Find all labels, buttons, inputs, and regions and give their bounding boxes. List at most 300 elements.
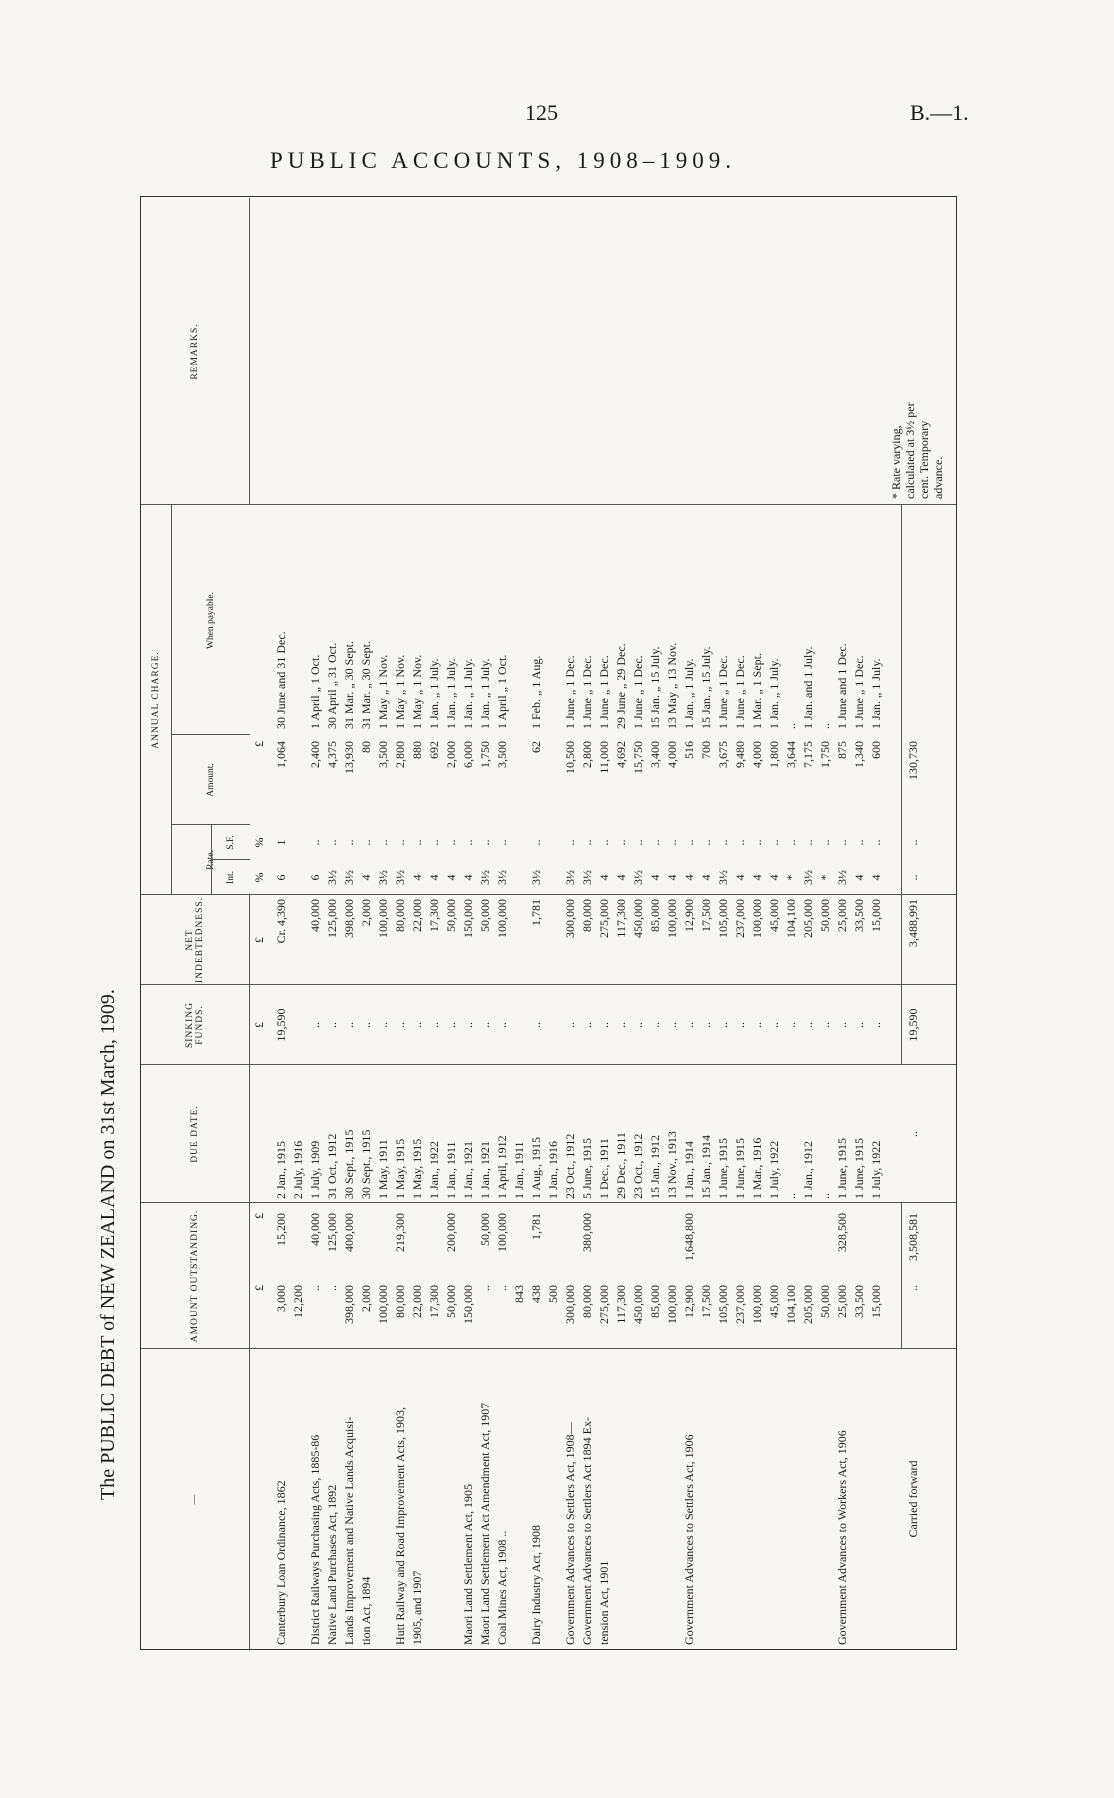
percent-sign: % (252, 837, 266, 848)
head-description: — (141, 1349, 250, 1649)
row-amount: 100,000 (665, 1285, 679, 1324)
row-net-indebtedness: 450,000 (631, 899, 645, 938)
row-subtotal: 328,500 (835, 1213, 849, 1252)
row-sinking-fund: .. (359, 1022, 373, 1028)
row-due-date: 5 June, 1915 (580, 1138, 594, 1199)
row-sinking-rate: 1 (274, 839, 288, 846)
row-when-payable: 1 June „ 1 Dec. (716, 655, 730, 729)
row-due-date: 1 Jan., 1914 (682, 1141, 696, 1199)
row-sinking-rate: .. (750, 839, 764, 846)
row-due-date: 31 Oct., 1912 (325, 1133, 339, 1199)
row-charge-amount: 3,644 (784, 741, 798, 768)
row-sinking-rate: .. (818, 839, 832, 846)
debt-table (141, 197, 956, 1649)
row-interest-rate: 4 (852, 874, 866, 881)
body-description (249, 1349, 956, 1649)
row-amount: 843 (512, 1285, 526, 1303)
row-sinking-fund: .. (495, 1022, 509, 1028)
row-description: Hutt Railway and Road Improvement Acts, 1903, (393, 1407, 407, 1645)
row-when-payable: 1 June „ 1 Dec. (852, 655, 866, 729)
row-interest-rate: 6 (274, 874, 288, 881)
row-interest-rate: 3½ (393, 870, 407, 885)
row-when-payable: 1 May „ 1 Nov. (393, 654, 407, 729)
row-due-date: 1 July, 1922 (767, 1140, 781, 1199)
row-sinking-fund: .. (852, 1022, 866, 1028)
total-sinking-rate: .. (906, 839, 920, 846)
row-charge-amount: 11,000 (597, 741, 611, 774)
row-net-indebtedness: 80,000 (393, 899, 407, 932)
row-amount: 17,500 (699, 1285, 713, 1318)
row-charge-amount: 1,750 (818, 741, 832, 768)
row-amount: 12,200 (291, 1285, 305, 1318)
row-sinking-fund: 19,590 (274, 1008, 288, 1042)
row-subtotal: 125,000 (325, 1213, 339, 1252)
row-sinking-fund: .. (393, 1022, 407, 1028)
table-title: The PUBLIC DEBT of NEW ZEALAND on 31st March, 1909. (97, 989, 119, 1500)
row-amount: 100,000 (750, 1285, 764, 1324)
row-due-date: .. (818, 1193, 832, 1199)
row-charge-amount: 3,400 (648, 741, 662, 768)
row-sinking-rate: .. (733, 839, 747, 846)
total-interest-rate: .. (906, 874, 920, 881)
row-net-indebtedness: 50,000 (818, 899, 832, 932)
row-sinking-rate: .. (495, 839, 509, 846)
row-due-date: 1 May, 1915 (410, 1138, 424, 1199)
row-amount: 398,000 (342, 1285, 356, 1324)
row-sinking-rate: .. (393, 839, 407, 846)
document-reference: B.—1. (910, 100, 969, 125)
row-amount: 237,000 (733, 1285, 747, 1324)
total-label: Carried forward (906, 1460, 920, 1538)
row-interest-rate: 3½ (835, 870, 849, 885)
row-due-date: 23 Oct., 1912 (631, 1133, 645, 1199)
row-amount: 500 (546, 1285, 560, 1303)
row-net-indebtedness: Cr. 4,390 (274, 899, 288, 944)
total-amount: .. (906, 1285, 920, 1291)
row-charge-amount: 1,750 (478, 741, 492, 768)
row-sinking-rate: .. (716, 839, 730, 846)
row-due-date: 1 June, 1915 (852, 1138, 866, 1199)
row-sinking-fund: .. (529, 1022, 543, 1028)
row-description: District Railways Purchasing Acts, 1885-86 (308, 1434, 322, 1645)
pound-sign: £ (252, 1285, 266, 1291)
row-amount: 45,000 (767, 1285, 781, 1318)
row-when-payable: 1 Jan. „ 1 July. (682, 658, 696, 729)
row-due-date: 1 Jan., 1912 (801, 1141, 815, 1199)
body-sinking-funds (249, 985, 956, 1065)
row-charge-amount: 7,175 (801, 741, 815, 768)
row-when-payable: .. (818, 723, 832, 729)
row-description: tension Act, 1901 (597, 1560, 611, 1645)
row-net-indebtedness: 1,781 (529, 899, 543, 926)
row-amount: 150,000 (461, 1285, 475, 1324)
row-when-payable: .. (784, 723, 798, 729)
row-when-payable: 1 Jan. „ 1 July. (444, 658, 458, 729)
row-interest-rate: 4 (444, 874, 458, 881)
row-sinking-rate: .. (682, 839, 696, 846)
row-sinking-rate: .. (835, 839, 849, 846)
row-net-indebtedness: 100,000 (495, 899, 509, 938)
row-interest-rate: 4 (461, 874, 475, 881)
page-heading: PUBLIC ACCOUNTS, 1908–1909. (270, 148, 736, 173)
row-due-date: 30 Sept., 1915 (359, 1129, 373, 1199)
row-charge-amount: 13,930 (342, 741, 356, 774)
row-interest-rate: 3½ (563, 870, 577, 885)
row-due-date: 1 Aug., 1915 (529, 1136, 543, 1199)
row-when-payable: 31 Mar. „ 30 Sept. (359, 641, 373, 729)
row-interest-rate: 4 (597, 874, 611, 881)
row-charge-amount: 62 (529, 741, 543, 753)
row-charge-amount: 516 (682, 741, 696, 759)
row-sinking-fund: .. (308, 1022, 322, 1028)
row-when-payable: 1 April „ 1 Oct. (308, 654, 322, 729)
row-net-indebtedness: 15,000 (869, 899, 883, 932)
row-net-indebtedness: 100,000 (376, 899, 390, 938)
row-amount: 205,000 (801, 1285, 815, 1324)
row-interest-rate: 4 (733, 874, 747, 881)
row-interest-rate: 3½ (580, 870, 594, 885)
row-due-date: 1 April, 1912 (495, 1135, 509, 1199)
row-interest-rate: 4 (410, 874, 424, 881)
row-charge-amount: 15,750 (631, 741, 645, 774)
row-amount: 3,000 (274, 1285, 288, 1312)
row-sinking-rate: .. (478, 839, 492, 846)
row-due-date: 15 Jan., 1912 (648, 1135, 662, 1199)
row-when-payable: 30 June and 31 Dec. (274, 631, 288, 729)
row-when-payable: 1 Jan. „ 1 July. (478, 658, 492, 729)
row-sinking-fund: .. (750, 1022, 764, 1028)
row-interest-rate: 3½ (801, 870, 815, 885)
row-charge-amount: 3,675 (716, 741, 730, 768)
row-description: Government Advances to Settlers Act, 1908— (563, 1422, 577, 1645)
pound-sign: £ (252, 1213, 266, 1219)
row-due-date: 1 Jan., 1911 (512, 1141, 526, 1199)
row-subtotal: 400,000 (342, 1213, 356, 1252)
total-due-date: .. (906, 1131, 920, 1137)
row-sinking-fund: .. (614, 1022, 628, 1028)
row-description: Lands Improvement and Native Lands Acquisi- (342, 1416, 356, 1645)
row-amount: 275,000 (597, 1285, 611, 1324)
total-rule (901, 895, 902, 985)
row-sinking-fund: .. (376, 1022, 390, 1028)
row-interest-rate: 4 (359, 874, 373, 881)
row-interest-rate: 4 (699, 874, 713, 881)
head-sf: S.F. (211, 824, 250, 860)
row-interest-rate: 4 (665, 874, 679, 881)
row-due-date: 1 Jan., 1911 (444, 1141, 458, 1199)
row-due-date: 1 June, 1915 (733, 1138, 747, 1199)
row-net-indebtedness: 12,900 (682, 899, 696, 932)
body-outstanding (249, 1203, 956, 1349)
row-due-date: 2 Jan., 1915 (274, 1141, 288, 1199)
head-outstanding: AMOUNT OUTSTANDING. (141, 1203, 250, 1349)
row-sinking-rate: .. (784, 839, 798, 846)
row-sinking-rate: .. (359, 839, 373, 846)
row-charge-amount: 1,340 (852, 741, 866, 768)
row-amount: .. (308, 1285, 322, 1291)
row-interest-rate: 4 (648, 874, 662, 881)
row-due-date: 1 Jan., 1921 (461, 1141, 475, 1199)
row-sinking-rate: .. (665, 839, 679, 846)
row-charge-amount: 2,400 (308, 741, 322, 768)
row-sinking-rate: .. (648, 839, 662, 846)
row-sinking-rate: .. (614, 839, 628, 846)
row-amount: 300,000 (563, 1285, 577, 1324)
row-sinking-fund: .. (444, 1022, 458, 1028)
row-net-indebtedness: 17,500 (699, 899, 713, 932)
row-due-date: 1 Jan., 1916 (546, 1141, 560, 1199)
row-interest-rate: 3½ (529, 870, 543, 885)
row-amount: 85,000 (648, 1285, 662, 1318)
row-amount: 438 (529, 1285, 543, 1303)
row-sinking-fund: .. (767, 1022, 781, 1028)
row-amount: 17,300 (427, 1285, 441, 1318)
row-sinking-rate: .. (461, 839, 475, 846)
row-sinking-fund: .. (410, 1022, 424, 1028)
row-amount: 80,000 (393, 1285, 407, 1318)
row-charge-amount: 2,800 (580, 741, 594, 768)
row-net-indebtedness: 33,500 (852, 899, 866, 932)
row-due-date: .. (784, 1193, 798, 1199)
row-due-date: 15 Jan., 1914 (699, 1135, 713, 1199)
row-description: Government Advances to Workers Act, 1906 (835, 1430, 849, 1645)
row-due-date: 13 Nov., 1913 (665, 1131, 679, 1199)
row-interest-rate: 3½ (631, 870, 645, 885)
row-description: 1905, and 1907 (410, 1570, 424, 1645)
row-due-date: 1 Dec., 1911 (597, 1138, 611, 1199)
row-amount: 50,000 (818, 1285, 832, 1318)
row-when-payable: 1 June „ 1 Dec. (631, 655, 645, 729)
row-amount: 105,000 (716, 1285, 730, 1324)
row-charge-amount: 1,800 (767, 741, 781, 768)
row-amount: 117,300 (614, 1285, 628, 1324)
row-interest-rate: 4 (427, 874, 441, 881)
row-due-date: 30 Sept., 1915 (342, 1129, 356, 1199)
row-subtotal: 15,200 (274, 1213, 288, 1246)
row-description: Canterbury Loan Ordinance, 1862 (274, 1480, 288, 1645)
row-net-indebtedness: 125,000 (325, 899, 339, 938)
row-sinking-rate: .. (308, 839, 322, 846)
row-sinking-fund: .. (682, 1022, 696, 1028)
row-description: Maori Land Settlement Act, 1905 (461, 1484, 475, 1645)
row-sinking-rate: .. (444, 839, 458, 846)
row-net-indebtedness: 2,000 (359, 899, 373, 926)
total-rule (901, 985, 902, 1065)
row-charge-amount: 80 (359, 741, 373, 753)
row-sinking-rate: .. (801, 839, 815, 846)
row-charge-amount: 880 (410, 741, 424, 759)
row-interest-rate: 3½ (325, 870, 339, 885)
row-sinking-fund: .. (699, 1022, 713, 1028)
row-sinking-rate: .. (410, 839, 424, 846)
row-description: Coal Mines Act, 1908 .. (495, 1530, 509, 1645)
row-sinking-fund: .. (716, 1022, 730, 1028)
row-amount: .. (325, 1285, 339, 1291)
total-outstanding: 3,508,581 (906, 1213, 920, 1261)
row-when-payable: 1 April „ 1 Oct. (495, 654, 509, 729)
row-interest-rate: 3½ (495, 870, 509, 885)
row-net-indebtedness: 104,100 (784, 899, 798, 938)
pound-sign: £ (252, 741, 266, 747)
row-sinking-rate: .. (699, 839, 713, 846)
row-sinking-fund: .. (733, 1022, 747, 1028)
row-subtotal: 219,300 (393, 1213, 407, 1252)
row-net-indebtedness: 300,000 (563, 899, 577, 938)
row-sinking-rate: .. (631, 839, 645, 846)
row-charge-amount: 10,500 (563, 741, 577, 774)
row-sinking-fund: .. (631, 1022, 645, 1028)
head-amount: Amount. (171, 734, 250, 825)
row-when-payable: 1 May „ 1 Nov. (376, 654, 390, 729)
row-interest-rate: 3½ (342, 870, 356, 885)
row-sinking-rate: .. (563, 839, 577, 846)
row-sinking-rate: .. (427, 839, 441, 846)
row-when-payable: 1 Jan. and 1 July. (801, 646, 815, 729)
row-when-payable: 1 June „ 1 Dec. (580, 655, 594, 729)
row-charge-amount: 700 (699, 741, 713, 759)
row-net-indebtedness: 22,000 (410, 899, 424, 932)
row-sinking-fund: .. (427, 1022, 441, 1028)
body-annual-charge (249, 505, 956, 895)
row-due-date: 1 June, 1915 (716, 1138, 730, 1199)
body-due-date (249, 1065, 956, 1203)
debt-table-frame (140, 196, 957, 1650)
row-net-indebtedness: 85,000 (648, 899, 662, 932)
row-when-payable: 31 Mar. „ 30 Sept. (342, 641, 356, 729)
row-sinking-fund: .. (563, 1022, 577, 1028)
row-net-indebtedness: 398,000 (342, 899, 356, 938)
percent-sign: % (252, 872, 266, 883)
row-description: Maori Land Settlement Act Amendment Act, 1907 (478, 1402, 492, 1645)
row-net-indebtedness: 275,000 (597, 899, 611, 938)
row-when-payable: 1 May „ 1 Nov. (410, 654, 424, 729)
row-net-indebtedness: 150,000 (461, 899, 475, 938)
col-description (141, 1348, 956, 1649)
row-description: Native Land Purchases Act, 1892 (325, 1484, 339, 1645)
row-subtotal: 200,000 (444, 1213, 458, 1252)
row-due-date: 1 May, 1915 (393, 1138, 407, 1199)
row-due-date: 1 July, 1909 (308, 1140, 322, 1199)
row-due-date: 1 Mar., 1916 (750, 1137, 764, 1199)
row-net-indebtedness: 40,000 (308, 899, 322, 932)
row-interest-rate: 4 (614, 874, 628, 881)
total-sinking-funds: 19,590 (906, 1008, 920, 1042)
row-net-indebtedness: 237,000 (733, 899, 747, 938)
row-interest-rate: 6 (308, 874, 322, 881)
row-sinking-fund: .. (461, 1022, 475, 1028)
row-sinking-rate: .. (376, 839, 390, 846)
total-net-indebtedness: 3,488,991 (906, 899, 920, 947)
row-amount: 100,000 (376, 1285, 390, 1324)
row-interest-rate: 4 (767, 874, 781, 881)
row-sinking-rate: .. (852, 839, 866, 846)
head-remarks: REMARKS. (141, 198, 250, 505)
row-charge-amount: 1,064 (274, 741, 288, 768)
row-charge-amount: 875 (835, 741, 849, 759)
row-subtotal: 100,000 (495, 1213, 509, 1252)
row-description: Dairy Industry Act, 1908 (529, 1525, 543, 1645)
row-amount: 15,000 (869, 1285, 883, 1318)
row-interest-rate: 4 (869, 874, 883, 881)
total-rule (901, 505, 902, 895)
row-amount: .. (478, 1285, 492, 1291)
row-sinking-fund: .. (835, 1022, 849, 1028)
row-charge-amount: 9,480 (733, 741, 747, 768)
row-sinking-fund: .. (784, 1022, 798, 1028)
row-charge-amount: 6,000 (461, 741, 475, 768)
row-due-date: 29 Dec., 1911 (614, 1132, 628, 1199)
row-due-date: 1 Jan., 1922 (427, 1141, 441, 1199)
total-annual-charge: 130,730 (906, 741, 920, 780)
row-net-indebtedness: 80,000 (580, 899, 594, 932)
row-net-indebtedness: 25,000 (835, 899, 849, 932)
row-net-indebtedness: 117,300 (614, 899, 628, 938)
row-due-date: 1 Jan., 1921 (478, 1141, 492, 1199)
row-sinking-fund: .. (648, 1022, 662, 1028)
row-charge-amount: 2,800 (393, 741, 407, 768)
col-annual-charge (141, 504, 956, 895)
row-due-date: 23 Oct., 1912 (563, 1133, 577, 1199)
row-amount: 80,000 (580, 1285, 594, 1318)
head-net-indebtedness: NET INDEBTEDNESS. (141, 895, 250, 985)
row-subtotal: 1,648,800 (682, 1213, 696, 1261)
row-sinking-fund: .. (342, 1022, 356, 1028)
row-when-payable: 1 Jan. „ 1 July. (427, 658, 441, 729)
row-sinking-rate: .. (325, 839, 339, 846)
row-sinking-fund: .. (580, 1022, 594, 1028)
row-due-date: 1 May, 1911 (376, 1139, 390, 1199)
row-net-indebtedness: 17,300 (427, 899, 441, 932)
row-amount: 450,000 (631, 1285, 645, 1324)
row-interest-rate: 4 (682, 874, 696, 881)
row-due-date: 2 July, 1916 (291, 1140, 305, 1199)
row-when-payable: 15 Jan. „ 15 July. (648, 646, 662, 729)
row-charge-amount: 692 (427, 741, 441, 759)
row-description: Government Advances to Settlers Act, 1906 (682, 1434, 696, 1645)
row-sinking-rate: .. (597, 839, 611, 846)
row-interest-rate: 4 (750, 874, 764, 881)
row-description: tion Act, 1894 (359, 1576, 373, 1645)
row-sinking-rate: .. (529, 839, 543, 846)
row-net-indebtedness: 100,000 (665, 899, 679, 938)
row-sinking-fund: .. (818, 1022, 832, 1028)
body-remarks (249, 198, 956, 505)
row-interest-rate: 3½ (376, 870, 390, 885)
row-net-indebtedness: 50,000 (444, 899, 458, 932)
row-when-payable: 15 Jan. „ 15 July. (699, 646, 713, 729)
row-sinking-rate: .. (869, 839, 883, 846)
row-interest-rate: 3½ (478, 870, 492, 885)
row-when-payable: 1 June and 1 Dec. (835, 643, 849, 729)
row-sinking-fund: .. (478, 1022, 492, 1028)
page-number: 125 (525, 100, 558, 125)
row-description: Government Advances to Settlers Act 1894 Ex- (580, 1417, 594, 1645)
row-charge-amount: 3,500 (376, 741, 390, 768)
row-amount: 50,000 (444, 1285, 458, 1318)
row-sinking-rate: .. (767, 839, 781, 846)
row-interest-rate: 3½ (716, 870, 730, 885)
row-subtotal: 50,000 (478, 1213, 492, 1246)
row-charge-amount: 4,000 (750, 741, 764, 768)
col-due-date (141, 1064, 956, 1203)
row-amount: 2,000 (359, 1285, 373, 1312)
head-sinking-funds: SINKING FUNDS. (141, 985, 250, 1065)
row-charge-amount: 4,375 (325, 741, 339, 768)
row-charge-amount: 4,692 (614, 741, 628, 768)
head-annual-charge: ANNUAL CHARGE. (141, 505, 172, 895)
head-rate-label: Rate. (206, 850, 216, 870)
row-when-payable: 29 June „ 29 Dec. (614, 643, 628, 729)
